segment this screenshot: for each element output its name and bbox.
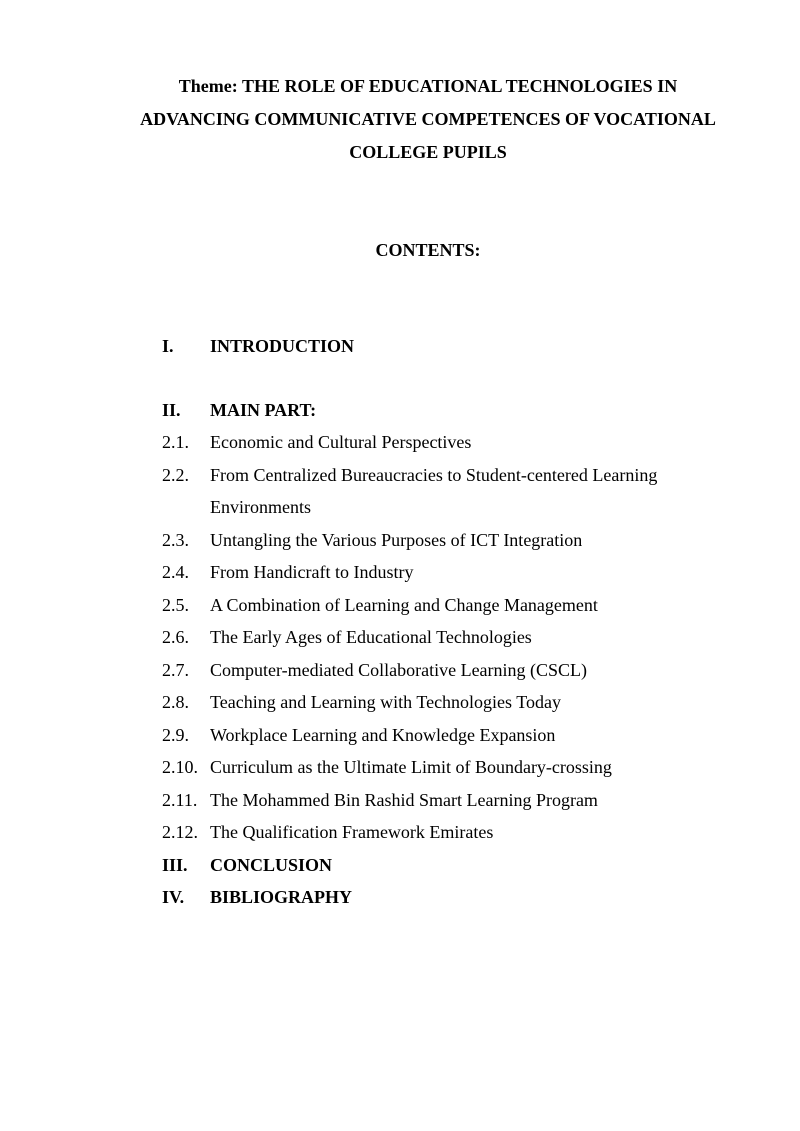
toc-item-2-3 xyxy=(162,524,722,557)
toc-item-label: BIBLIOGRAPHY xyxy=(210,887,353,907)
toc-item-2-7 xyxy=(162,654,722,687)
toc-item-2-10 xyxy=(162,751,722,784)
toc-item-label: The Early Ages of Educational Technologies xyxy=(210,627,532,647)
toc-item-label: CONCLUSION xyxy=(210,854,333,875)
toc-item-label: A Combination of Learning and Change Management xyxy=(210,594,598,615)
toc-item-2-5 xyxy=(162,589,722,622)
toc-item-bibliography xyxy=(162,881,722,914)
toc-item-number: 2.10. xyxy=(162,757,198,777)
toc-item-label: MAIN PART: xyxy=(210,399,317,420)
toc-item-label: Teaching and Learning with Technologies Today xyxy=(210,692,561,712)
toc-item-label: Workplace Learning and Knowledge Expansion xyxy=(210,724,556,745)
toc-item-number: 2.2. xyxy=(162,464,189,485)
toc-item-number: III. xyxy=(162,854,188,875)
toc-item-2-6 xyxy=(162,621,722,654)
toc-item-introduction xyxy=(162,330,722,363)
title-line-3: COLLEGE PUPILS xyxy=(349,142,507,162)
toc-item-number: IV. xyxy=(162,887,185,907)
toc-item-2-4 xyxy=(162,556,722,589)
toc-item-number: II. xyxy=(162,399,181,420)
toc-item-2-11 xyxy=(162,784,722,817)
toc-item-main-part xyxy=(162,394,722,427)
toc-item-label: The Mohammed Bin Rashid Smart Learning Program xyxy=(210,789,598,810)
toc-item-number: 2.12. xyxy=(162,822,198,842)
toc-item-2-8 xyxy=(162,686,722,719)
toc-item-number: 2.5. xyxy=(162,594,189,615)
toc-item-2-1 xyxy=(162,426,722,459)
toc-item-number: I. xyxy=(162,336,174,356)
toc-item-number: 2.1. xyxy=(162,432,189,452)
table-of-contents xyxy=(162,330,722,914)
contents-heading: CONTENTS: xyxy=(375,240,481,260)
toc-item-number: 2.9. xyxy=(162,724,189,745)
toc-item-number: 2.8. xyxy=(162,692,189,712)
toc-item-label: From Centralized Bureaucracies to Student-centered Learning Environments xyxy=(210,464,658,517)
toc-item-label: From Handicraft to Industry xyxy=(210,562,414,582)
document-title xyxy=(100,70,756,169)
toc-item-label: Computer-mediated Collaborative Learning (CSCL) xyxy=(210,659,588,680)
title-line-2: ADVANCING COMMUNICATIVE COMPETENCES OF VOCATIONAL xyxy=(140,109,716,129)
toc-item-label: Curriculum as the Ultimate Limit of Boundary-crossing xyxy=(210,757,612,777)
toc-item-label: Untangling the Various Purposes of ICT Integration xyxy=(210,529,583,550)
toc-item-conclusion xyxy=(162,849,722,882)
toc-item-number: 2.4. xyxy=(162,562,189,582)
toc-item-label: Economic and Cultural Perspectives xyxy=(210,432,472,452)
toc-item-number: 2.11. xyxy=(162,789,198,810)
toc-item-label: The Qualification Framework Emirates xyxy=(210,822,494,842)
toc-item-number: 2.6. xyxy=(162,627,189,647)
toc-item-2-12 xyxy=(162,816,722,849)
toc-item-2-9 xyxy=(162,719,722,752)
toc-item-2-2 xyxy=(162,459,722,524)
toc-item-number: 2.3. xyxy=(162,529,189,550)
toc-item-label: INTRODUCTION xyxy=(210,336,355,356)
title-line-1: Theme: THE ROLE OF EDUCATIONAL TECHNOLOGIES IN xyxy=(178,76,678,96)
toc-item-number: 2.7. xyxy=(162,659,189,680)
